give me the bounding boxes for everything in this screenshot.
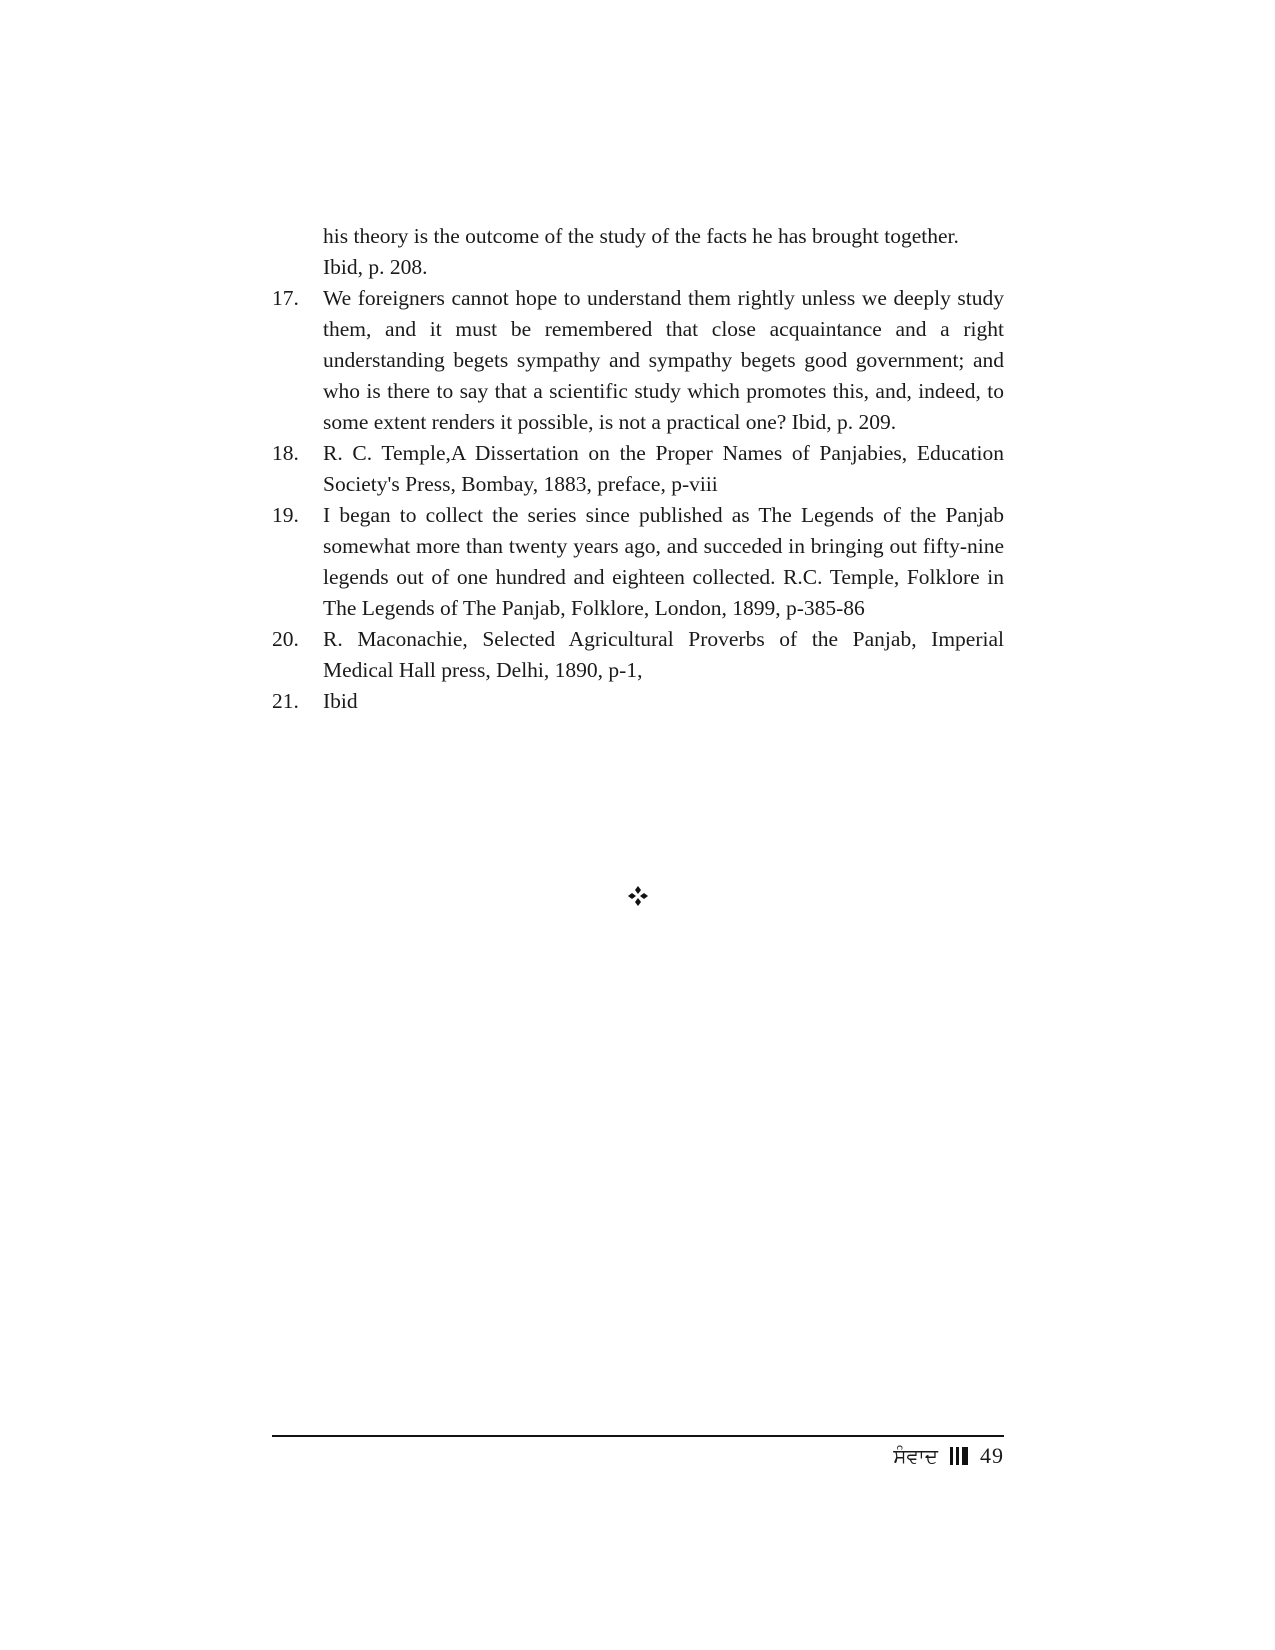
note-17 [272, 283, 1004, 438]
note-text: R. Maconachie, Selected Agricultural Proverbs of the Panjab, Imperial Medical Hall press, Delhi, 1890, p-1, [323, 627, 1004, 682]
note-text: R. C. Temple,A Dissertation on the Proper Names of Panjabies, Education Society's Press, Bombay, 1883, preface, p-viii [323, 441, 1004, 496]
note-18 [272, 438, 1004, 500]
note-20 [272, 624, 1004, 686]
note-21 [272, 686, 1004, 717]
note-text: We foreigners cannot hope to understand them rightly unless we deeply study them, and it must be remembered that close acquaintance and a right understanding begets sympathy and sympathy begets good government; and who is there to say that a scientific study which promotes this, and, indeed, to some extent renders it possible, is not a practical one? Ibid, p. 209. [323, 286, 1004, 434]
note-text: I began to collect the series since published as The Legends of the Panjab somewhat more than twenty years ago, and succeded in bringing out fifty-nine legends out of one hundred and eighteen collected. R.C. Temple, Folklore in The Legends of The Panjab, Folklore, London, 1899, p-385-86 [323, 503, 1004, 620]
note-continuation-line-1: his theory is the outcome of the study of the facts he has brought together. [323, 224, 959, 248]
note-number: 20. [272, 627, 299, 651]
note-continuation [272, 221, 1004, 283]
footer-rule [272, 1435, 1004, 1437]
journal-name: ਸੰਵਾਦ [893, 1444, 938, 1468]
note-number: 21. [272, 689, 299, 713]
endnotes [272, 221, 1004, 717]
four-diamond-ornament-icon [627, 885, 649, 907]
note-number: 18. [272, 441, 299, 465]
note-19 [272, 500, 1004, 624]
note-number: 17. [272, 286, 299, 310]
note-number: 19. [272, 503, 299, 527]
page-number: 49 [980, 1443, 1004, 1468]
note-text: Ibid [323, 689, 358, 713]
note-continuation-line-2: Ibid, p. 208. [323, 255, 428, 279]
separator-bars-icon [950, 1447, 968, 1465]
page-footer [893, 1441, 1004, 1471]
